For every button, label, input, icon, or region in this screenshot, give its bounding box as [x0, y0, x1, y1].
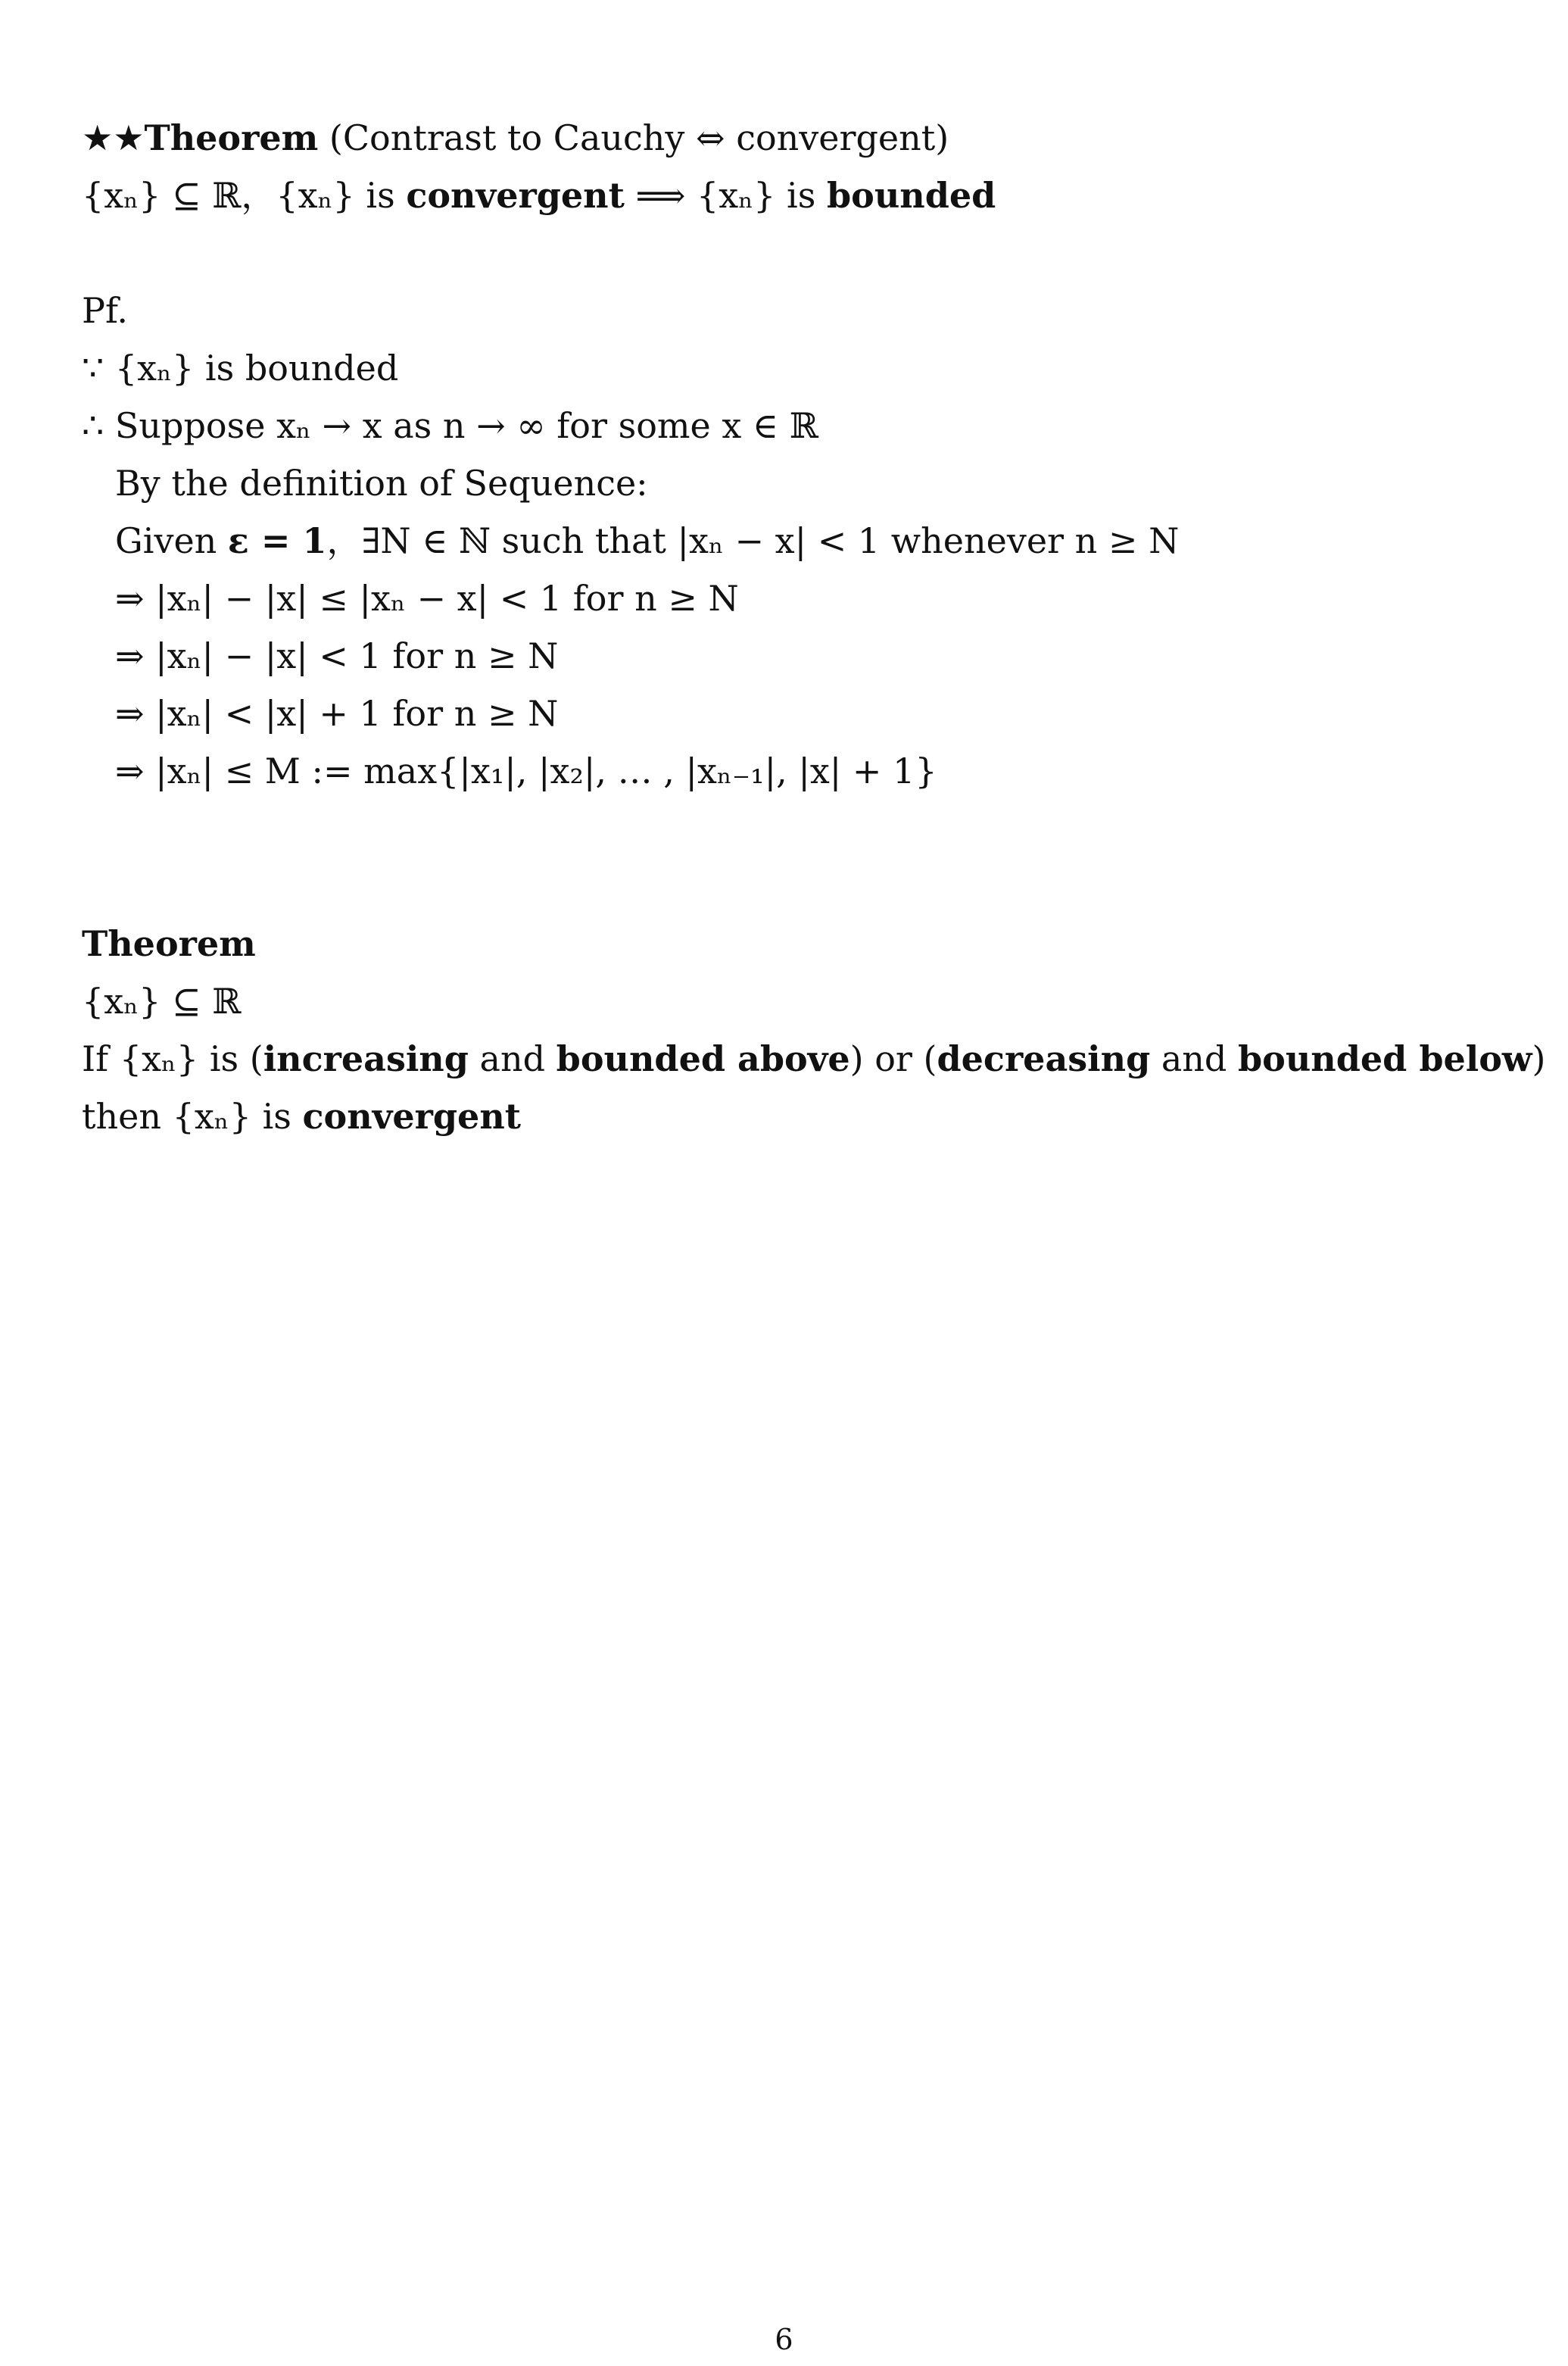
stars: ★★ [82, 117, 145, 158]
proof-line-7: ⇒ |xₙ| ≤ M := max{|x₁|, |x₂|, … , |xₙ₋₁|, |x| + 1} [115, 751, 937, 791]
given-suffix: ，∃N ∈ ℕ such that |xₙ − x| < 1 whenever n ≥ N [326, 520, 1180, 561]
cond-e: ) or ( [849, 1038, 937, 1079]
proof-line-2: ∴ Suppose xₙ → x as n → ∞ for some x ∈ ℝ [82, 405, 818, 446]
theorem2-set: {xₙ} ⊆ ℝ [82, 981, 242, 1022]
cond-i: ) [1532, 1038, 1546, 1079]
cond-decreasing: decreasing [937, 1038, 1151, 1079]
given-prefix: Given [115, 520, 228, 561]
theorem2-condition-line [82, 1036, 1545, 1082]
proof-line-3: By the definition of Sequence: [115, 463, 648, 504]
cond-increasing: increasing [263, 1038, 469, 1079]
cond-bounded-below: bounded below [1237, 1038, 1532, 1079]
proof-line-1: ∵ {xₙ} is bounded [82, 348, 399, 389]
concl-convergent: convergent [302, 1096, 522, 1137]
theorem1-statement-part1: {xₙ} ⊆ ℝ，{xₙ} is [82, 175, 407, 216]
proof-given-line [115, 518, 1179, 563]
theorem2-conclusion-line [82, 1094, 521, 1139]
theorem1-statement-bold1: convergent [406, 175, 625, 216]
theorem1-statement-bold2: bounded [826, 175, 996, 216]
given-epsilon: ε = 1 [227, 520, 327, 561]
theorem1-note: (Contrast to Cauchy ⇔ convergent) [318, 117, 949, 158]
theorem1-title: Theorem [144, 117, 319, 158]
concl-a: then {xₙ} is [82, 1096, 303, 1137]
theorem1-statement [82, 173, 996, 218]
cond-a: If {xₙ} is ( [82, 1038, 263, 1079]
proof-line-4: ⇒ |xₙ| − |x| ≤ |xₙ − x| < 1 for n ≥ N [115, 578, 739, 619]
cond-bounded-above: bounded above [556, 1038, 850, 1079]
theorem1-statement-part2: ⟹ {xₙ} is [624, 175, 827, 216]
theorem1-heading [82, 115, 949, 161]
proof-label: Pf. [82, 290, 128, 331]
proof-line-5: ⇒ |xₙ| − |x| < 1 for n ≥ N [115, 635, 559, 676]
cond-g: and [1150, 1038, 1238, 1079]
proof-line-6: ⇒ |xₙ| < |x| + 1 for n ≥ N [115, 693, 559, 734]
cond-c: and [468, 1038, 556, 1079]
page-number: 6 [775, 2323, 793, 2356]
theorem2-title: Theorem [82, 923, 256, 964]
